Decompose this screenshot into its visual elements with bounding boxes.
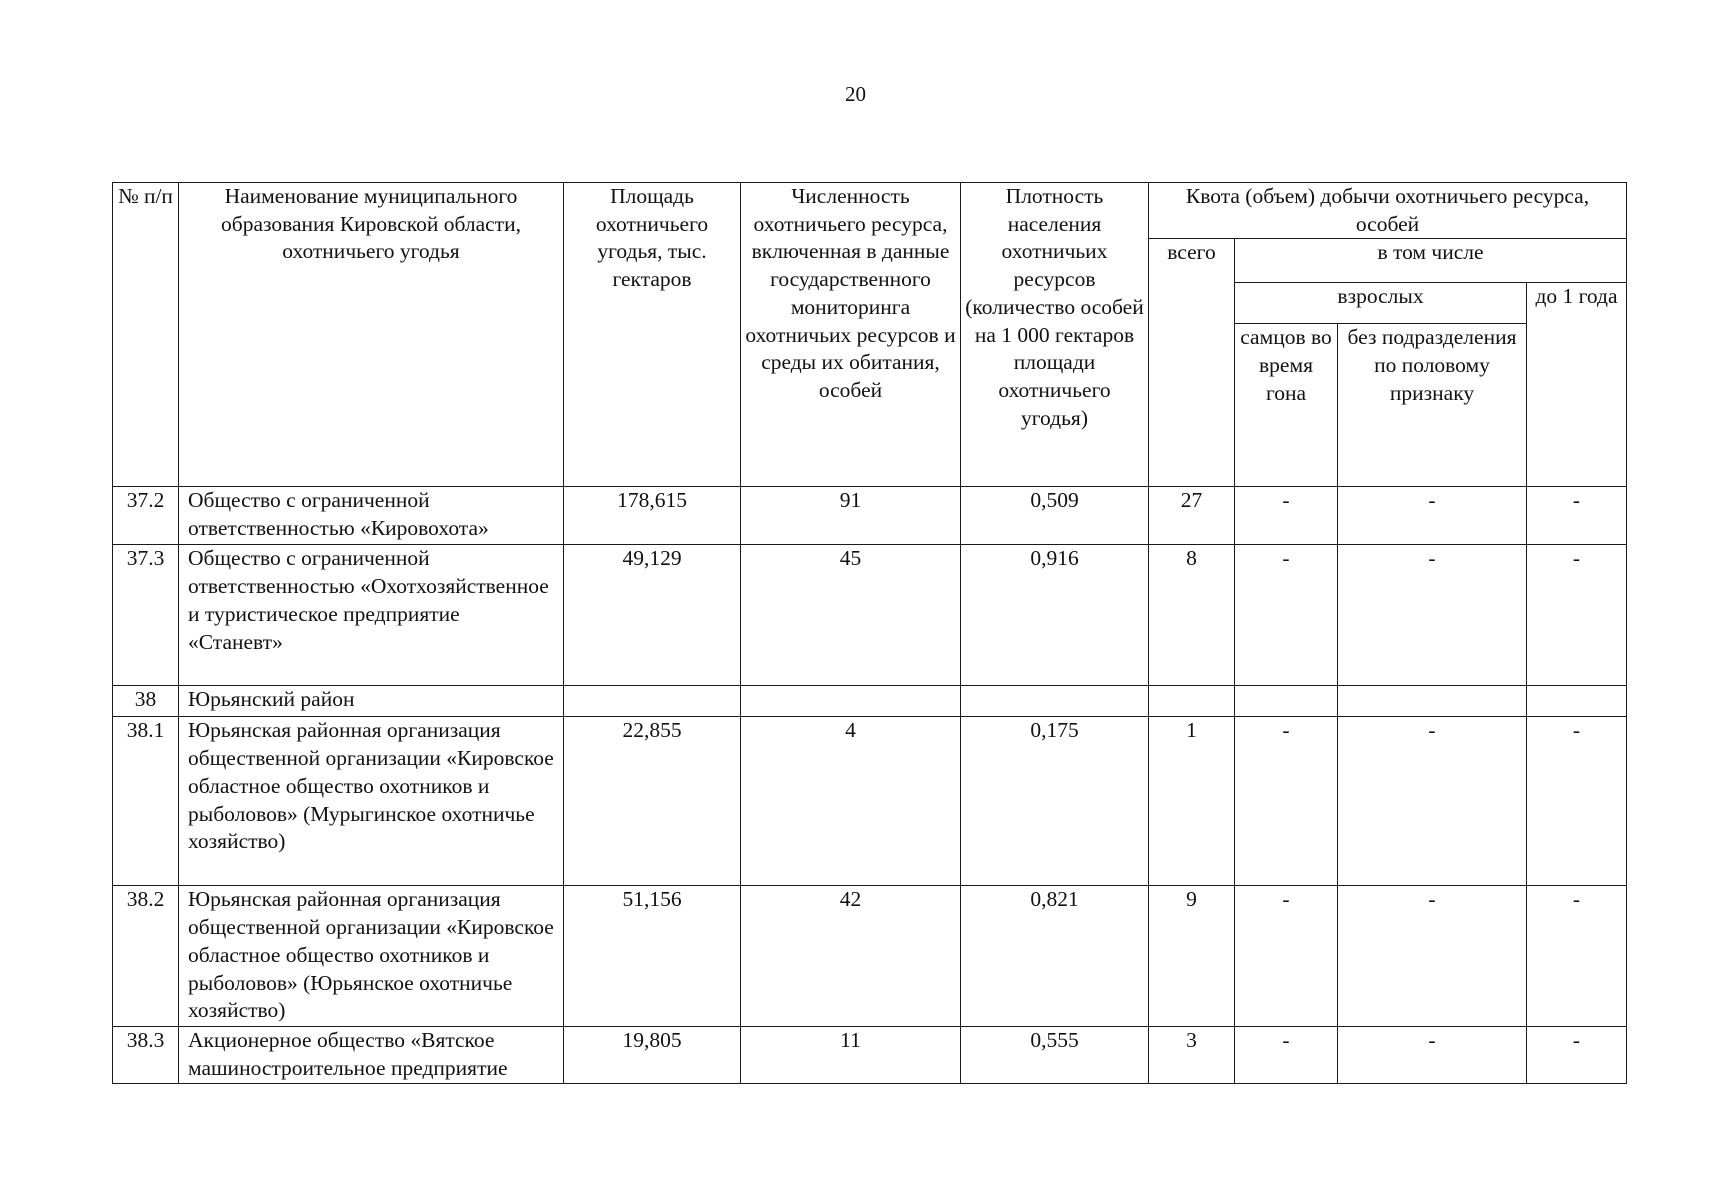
cell-density: 0,175 <box>961 717 1149 886</box>
cell-total <box>1149 686 1235 717</box>
cell-num: 38 <box>113 686 179 717</box>
header-quota: Квота (объем) добычи охотничьего ресурса, особей <box>1149 183 1627 239</box>
cell-name: Акционерное общество «Вятское машиностроительное предприятие <box>179 1027 564 1084</box>
table-row <box>113 545 1627 686</box>
header-adults: взрослых <box>1235 283 1527 324</box>
table-row <box>113 686 1627 717</box>
cell-under-1-year <box>1527 686 1627 717</box>
cell-name: Общество с ограниченной ответственностью «Кировохота» <box>179 487 564 545</box>
cell-area: 22,855 <box>564 717 741 886</box>
cell-area <box>564 686 741 717</box>
cell-area: 51,156 <box>564 886 741 1027</box>
cell-total: 1 <box>1149 717 1235 886</box>
header-including: в том числе <box>1235 239 1627 283</box>
cell-males-rut <box>1235 686 1338 717</box>
header-count: Численность охотничьего ресурса, включенная в данные государственного мониторинга охотничьих ресурсов и среды их обитания, особей <box>741 183 961 487</box>
table-row <box>113 717 1627 886</box>
cell-density <box>961 686 1149 717</box>
cell-no-sex: - <box>1338 886 1527 1027</box>
header-no-sex: без подразделения по половому признаку <box>1338 324 1527 487</box>
cell-under-1-year: - <box>1527 1027 1627 1084</box>
cell-males-rut: - <box>1235 1027 1338 1084</box>
cell-density: 0,509 <box>961 487 1149 545</box>
cell-name: Юрьянский район <box>179 686 564 717</box>
cell-num: 38.2 <box>113 886 179 1027</box>
cell-name: Юрьянская районная организация общественной организации «Кировское областное общество охотников и рыболовов» (Юрьянское охотничье хозяйство) <box>179 886 564 1027</box>
cell-no-sex: - <box>1338 487 1527 545</box>
cell-count: 11 <box>741 1027 961 1084</box>
cell-total: 8 <box>1149 545 1235 686</box>
table-row <box>113 886 1627 1027</box>
cell-count: 45 <box>741 545 961 686</box>
cell-no-sex: - <box>1338 1027 1527 1084</box>
cell-num: 37.3 <box>113 545 179 686</box>
header-name: Наименование муниципального образования Кировской области, охотничьего угодья <box>179 183 564 487</box>
cell-males-rut: - <box>1235 886 1338 1027</box>
cell-total: 3 <box>1149 1027 1235 1084</box>
cell-under-1-year: - <box>1527 717 1627 886</box>
cell-no-sex: - <box>1338 545 1527 686</box>
cell-no-sex <box>1338 686 1527 717</box>
table-row <box>113 487 1627 545</box>
header-under-1-year: до 1 года <box>1527 283 1627 487</box>
cell-num: 37.2 <box>113 487 179 545</box>
cell-area: 19,805 <box>564 1027 741 1084</box>
cell-under-1-year: - <box>1527 545 1627 686</box>
cell-density: 0,821 <box>961 886 1149 1027</box>
cell-count: 42 <box>741 886 961 1027</box>
cell-total: 27 <box>1149 487 1235 545</box>
cell-under-1-year: - <box>1527 886 1627 1027</box>
cell-no-sex: - <box>1338 717 1527 886</box>
cell-num: 38.3 <box>113 1027 179 1084</box>
header-total: всего <box>1149 239 1235 487</box>
cell-name: Общество с ограниченной ответственностью «Охотхозяйственное и туристическое предприятие «Станевт» <box>179 545 564 686</box>
table-row <box>113 1027 1627 1084</box>
header-num: № п/п <box>113 183 179 487</box>
cell-males-rut: - <box>1235 545 1338 686</box>
cell-density: 0,555 <box>961 1027 1149 1084</box>
header-males-rut: самцов во время гона <box>1235 324 1338 487</box>
cell-num: 38.1 <box>113 717 179 886</box>
hunting-quota-table <box>112 182 1627 1084</box>
cell-area: 178,615 <box>564 487 741 545</box>
cell-males-rut: - <box>1235 487 1338 545</box>
cell-area: 49,129 <box>564 545 741 686</box>
cell-total: 9 <box>1149 886 1235 1027</box>
cell-count <box>741 686 961 717</box>
page-number: 20 <box>845 82 866 106</box>
cell-under-1-year: - <box>1527 487 1627 545</box>
cell-density: 0,916 <box>961 545 1149 686</box>
cell-name: Юрьянская районная организация общественной организации «Кировское областное общество охотников и рыболовов» (Мурыгинское охотничье хозяйство) <box>179 717 564 886</box>
cell-males-rut: - <box>1235 717 1338 886</box>
header-density: Плотность населения охотничьих ресурсов (количество особей на 1 000 гектаров площади охотничьего угодья) <box>961 183 1149 487</box>
cell-count: 4 <box>741 717 961 886</box>
header-area: Площадь охотничьего угодья, тыс. гектаров <box>564 183 741 487</box>
cell-count: 91 <box>741 487 961 545</box>
